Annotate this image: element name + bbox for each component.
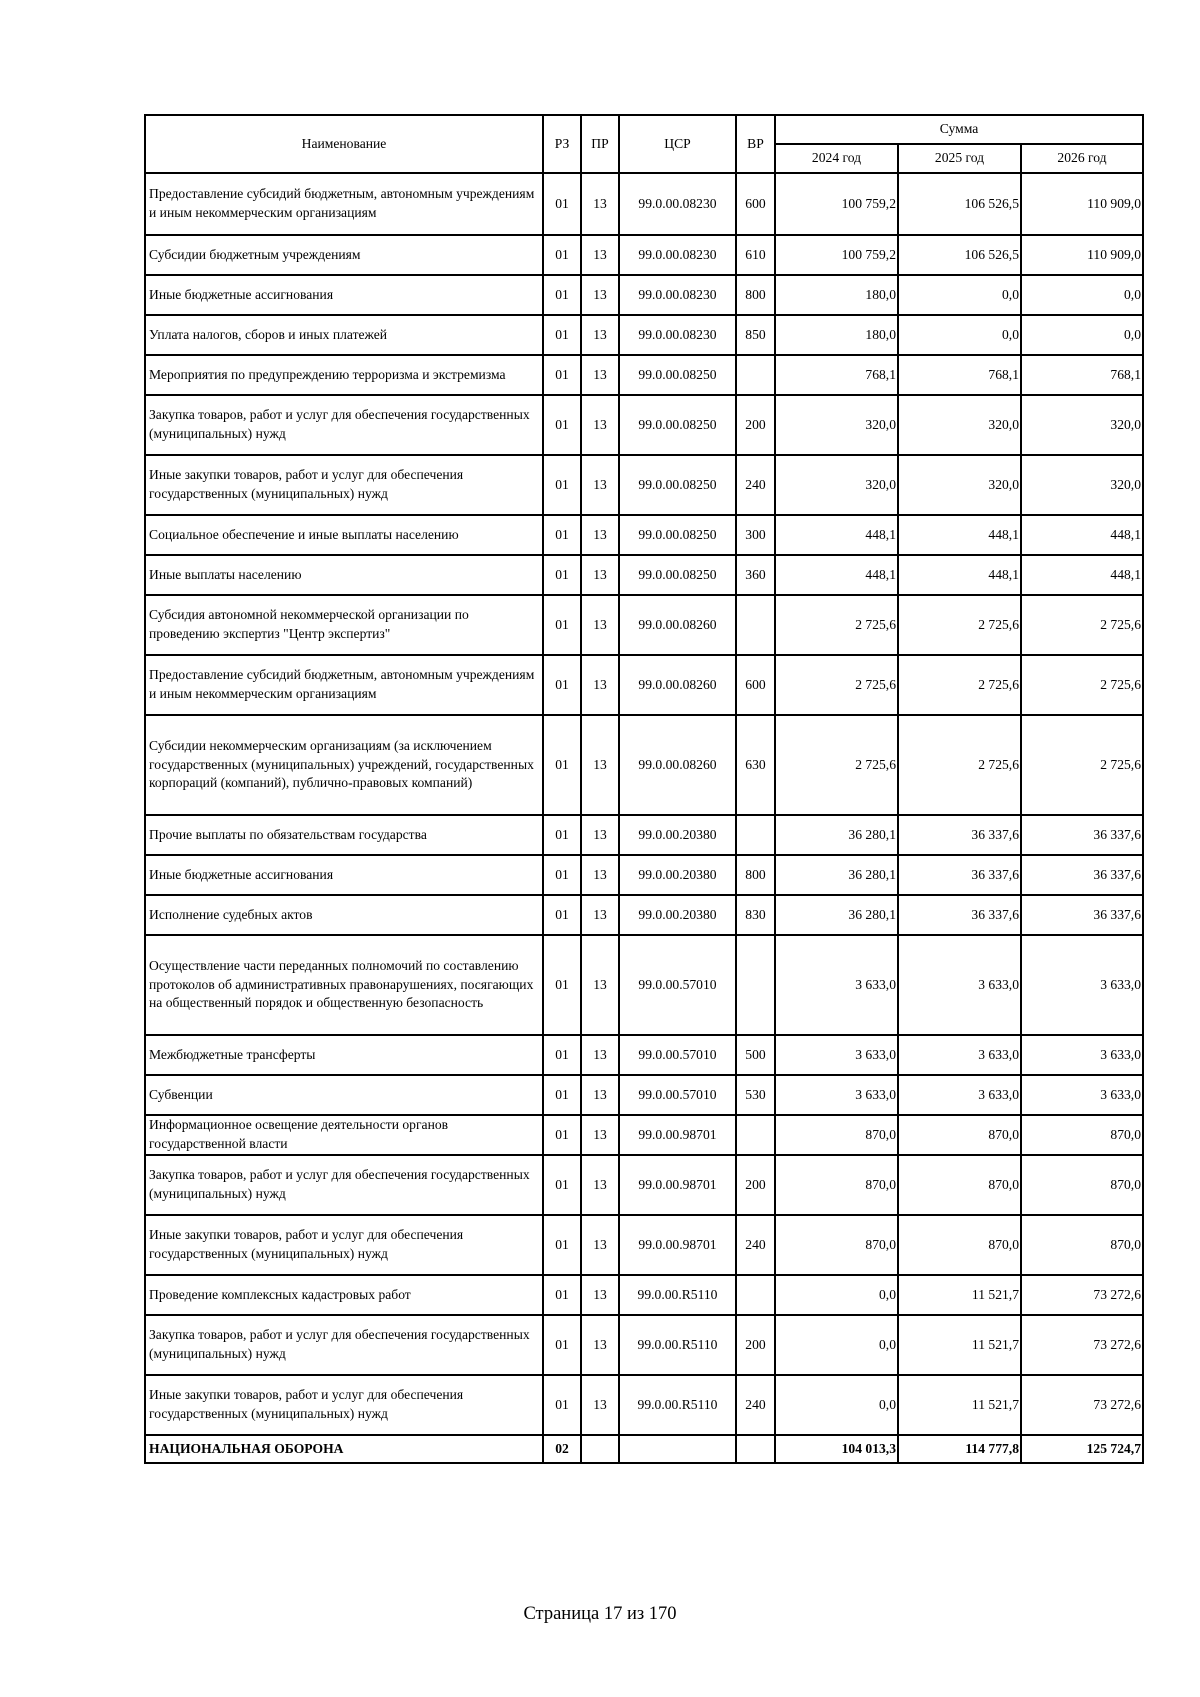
table-row [145, 655, 1143, 715]
cell-pr: 13 [581, 1275, 619, 1315]
cell-pr: 13 [581, 1215, 619, 1275]
cell-2024: 320,0 [775, 455, 898, 515]
cell-vr [736, 815, 775, 855]
cell-2026: 448,1 [1021, 515, 1143, 555]
cell-pr: 13 [581, 715, 619, 815]
cell-csr: 99.0.00.08230 [619, 235, 736, 275]
cell-2026: 36 337,6 [1021, 815, 1143, 855]
cell-name: Субсидии некоммерческим организациям (за исключением государственных (муниципальных) учреждений, государственных корпораций (компаний), публично-правовых компаний) [145, 715, 543, 815]
cell-rz: 01 [543, 275, 581, 315]
table-row [145, 555, 1143, 595]
total-cell-vr [736, 1435, 775, 1463]
cell-name: Субвенции [145, 1075, 543, 1115]
cell-name: Закупка товаров, работ и услуг для обеспечения государственных (муниципальных) нужд [145, 395, 543, 455]
cell-2024: 3 633,0 [775, 1075, 898, 1115]
cell-rz: 01 [543, 655, 581, 715]
table-row [145, 173, 1143, 235]
total-cell-2024: 104 013,3 [775, 1435, 898, 1463]
table-body [145, 173, 1143, 1463]
cell-2024: 870,0 [775, 1115, 898, 1155]
cell-2025: 320,0 [898, 455, 1021, 515]
table-row [145, 715, 1143, 815]
cell-2024: 2 725,6 [775, 715, 898, 815]
cell-vr [736, 355, 775, 395]
cell-csr: 99.0.00.57010 [619, 1035, 736, 1075]
cell-2026: 0,0 [1021, 275, 1143, 315]
cell-csr: 99.0.00.08260 [619, 595, 736, 655]
cell-rz: 01 [543, 1115, 581, 1155]
cell-pr: 13 [581, 1375, 619, 1435]
cell-rz: 01 [543, 815, 581, 855]
cell-2024: 100 759,2 [775, 173, 898, 235]
cell-2024: 0,0 [775, 1275, 898, 1315]
cell-vr: 830 [736, 895, 775, 935]
cell-2026: 3 633,0 [1021, 1035, 1143, 1075]
cell-name: Закупка товаров, работ и услуг для обеспечения государственных (муниципальных) нужд [145, 1315, 543, 1375]
total-cell-pr [581, 1435, 619, 1463]
header-sum: Сумма [775, 115, 1143, 144]
cell-2025: 11 521,7 [898, 1375, 1021, 1435]
cell-2025: 320,0 [898, 395, 1021, 455]
header-rz: РЗ [543, 115, 581, 173]
cell-pr: 13 [581, 235, 619, 275]
total-cell-name: НАЦИОНАЛЬНАЯ ОБОРОНА [145, 1435, 543, 1463]
cell-2025: 0,0 [898, 275, 1021, 315]
cell-csr: 99.0.00.R5110 [619, 1275, 736, 1315]
table-row [145, 895, 1143, 935]
total-cell-2026: 125 724,7 [1021, 1435, 1143, 1463]
cell-2024: 320,0 [775, 395, 898, 455]
cell-rz: 01 [543, 595, 581, 655]
header-2025: 2025 год [898, 144, 1021, 173]
table-row [145, 315, 1143, 355]
cell-2026: 320,0 [1021, 455, 1143, 515]
cell-2026: 3 633,0 [1021, 935, 1143, 1035]
cell-pr: 13 [581, 315, 619, 355]
cell-csr: 99.0.00.08250 [619, 355, 736, 395]
cell-csr: 99.0.00.20380 [619, 815, 736, 855]
table-row [145, 815, 1143, 855]
cell-2024: 0,0 [775, 1315, 898, 1375]
cell-rz: 01 [543, 173, 581, 235]
table-row [145, 1215, 1143, 1275]
cell-rz: 01 [543, 895, 581, 935]
cell-2026: 870,0 [1021, 1155, 1143, 1215]
cell-rz: 01 [543, 395, 581, 455]
cell-2024: 0,0 [775, 1375, 898, 1435]
cell-2025: 11 521,7 [898, 1275, 1021, 1315]
cell-2025: 11 521,7 [898, 1315, 1021, 1375]
table-row [145, 595, 1143, 655]
cell-csr: 99.0.00.08230 [619, 315, 736, 355]
cell-pr: 13 [581, 855, 619, 895]
cell-name: Иные выплаты населению [145, 555, 543, 595]
cell-2025: 0,0 [898, 315, 1021, 355]
cell-2024: 768,1 [775, 355, 898, 395]
cell-2024: 36 280,1 [775, 815, 898, 855]
cell-csr: 99.0.00.98701 [619, 1215, 736, 1275]
cell-vr [736, 935, 775, 1035]
cell-2026: 0,0 [1021, 315, 1143, 355]
table-row [145, 455, 1143, 515]
cell-rz: 01 [543, 235, 581, 275]
table-row [145, 855, 1143, 895]
table-row [145, 355, 1143, 395]
cell-2026: 110 909,0 [1021, 173, 1143, 235]
table-row [145, 235, 1143, 275]
header-2024: 2024 год [775, 144, 898, 173]
cell-csr: 99.0.00.08230 [619, 173, 736, 235]
cell-vr: 240 [736, 1215, 775, 1275]
cell-rz: 01 [543, 315, 581, 355]
cell-vr: 200 [736, 1315, 775, 1375]
cell-vr: 300 [736, 515, 775, 555]
total-cell-csr [619, 1435, 736, 1463]
cell-2025: 3 633,0 [898, 1075, 1021, 1115]
cell-2025: 870,0 [898, 1215, 1021, 1275]
cell-2025: 36 337,6 [898, 895, 1021, 935]
cell-vr: 600 [736, 173, 775, 235]
header-pr: ПР [581, 115, 619, 173]
cell-name: Предоставление субсидий бюджетным, автономным учреждениям и иным некоммерческим организациям [145, 655, 543, 715]
cell-2025: 870,0 [898, 1115, 1021, 1155]
table-row [145, 1375, 1143, 1435]
cell-2024: 3 633,0 [775, 935, 898, 1035]
total-cell-rz: 02 [543, 1435, 581, 1463]
cell-2026: 36 337,6 [1021, 855, 1143, 895]
cell-pr: 13 [581, 455, 619, 515]
cell-rz: 01 [543, 1075, 581, 1115]
cell-rz: 01 [543, 355, 581, 395]
cell-rz: 01 [543, 515, 581, 555]
cell-vr: 360 [736, 555, 775, 595]
cell-pr: 13 [581, 555, 619, 595]
header-2026: 2026 год [1021, 144, 1143, 173]
cell-2025: 106 526,5 [898, 235, 1021, 275]
cell-csr: 99.0.00.R5110 [619, 1375, 736, 1435]
table-row [145, 1035, 1143, 1075]
cell-name: Прочие выплаты по обязательствам государства [145, 815, 543, 855]
cell-csr: 99.0.00.08250 [619, 455, 736, 515]
table-row [145, 935, 1143, 1035]
cell-csr: 99.0.00.R5110 [619, 1315, 736, 1375]
cell-pr: 13 [581, 655, 619, 715]
cell-2026: 73 272,6 [1021, 1275, 1143, 1315]
header-vr: ВР [736, 115, 775, 173]
cell-csr: 99.0.00.20380 [619, 855, 736, 895]
cell-vr [736, 595, 775, 655]
cell-2025: 106 526,5 [898, 173, 1021, 235]
cell-name: Субсидия автономной некоммерческой организации по проведению экспертиз "Центр экспертиз" [145, 595, 543, 655]
cell-csr: 99.0.00.08260 [619, 715, 736, 815]
cell-2025: 448,1 [898, 555, 1021, 595]
cell-2024: 100 759,2 [775, 235, 898, 275]
cell-name: Иные закупки товаров, работ и услуг для обеспечения государственных (муниципальных) нужд [145, 1215, 543, 1275]
cell-name: Проведение комплексных кадастровых работ [145, 1275, 543, 1315]
cell-2026: 73 272,6 [1021, 1375, 1143, 1435]
cell-name: Межбюджетные трансферты [145, 1035, 543, 1075]
cell-2025: 2 725,6 [898, 715, 1021, 815]
cell-rz: 01 [543, 935, 581, 1035]
cell-vr: 630 [736, 715, 775, 815]
cell-csr: 99.0.00.20380 [619, 895, 736, 935]
cell-2025: 36 337,6 [898, 855, 1021, 895]
cell-2024: 180,0 [775, 275, 898, 315]
cell-rz: 01 [543, 1375, 581, 1435]
cell-csr: 99.0.00.08260 [619, 655, 736, 715]
cell-vr [736, 1115, 775, 1155]
cell-2025: 448,1 [898, 515, 1021, 555]
cell-vr: 850 [736, 315, 775, 355]
total-row [145, 1435, 1143, 1463]
cell-2024: 36 280,1 [775, 855, 898, 895]
header-name: Наименование [145, 115, 543, 173]
cell-2024: 2 725,6 [775, 595, 898, 655]
cell-vr: 500 [736, 1035, 775, 1075]
cell-pr: 13 [581, 275, 619, 315]
cell-name: Исполнение судебных актов [145, 895, 543, 935]
cell-2025: 2 725,6 [898, 655, 1021, 715]
cell-2025: 3 633,0 [898, 1035, 1021, 1075]
cell-pr: 13 [581, 935, 619, 1035]
cell-2024: 870,0 [775, 1155, 898, 1215]
cell-pr: 13 [581, 173, 619, 235]
cell-pr: 13 [581, 1115, 619, 1155]
table-row [145, 1075, 1143, 1115]
cell-rz: 01 [543, 1275, 581, 1315]
cell-2024: 180,0 [775, 315, 898, 355]
cell-2025: 870,0 [898, 1155, 1021, 1215]
cell-pr: 13 [581, 515, 619, 555]
table-row [145, 1275, 1143, 1315]
cell-2024: 448,1 [775, 515, 898, 555]
budget-table [144, 114, 1144, 1464]
table-row [145, 1155, 1143, 1215]
cell-2026: 768,1 [1021, 355, 1143, 395]
cell-rz: 01 [543, 455, 581, 515]
cell-2026: 448,1 [1021, 555, 1143, 595]
cell-2026: 2 725,6 [1021, 595, 1143, 655]
cell-2026: 3 633,0 [1021, 1075, 1143, 1115]
cell-2025: 36 337,6 [898, 815, 1021, 855]
cell-2024: 3 633,0 [775, 1035, 898, 1075]
cell-csr: 99.0.00.08230 [619, 275, 736, 315]
cell-pr: 13 [581, 1075, 619, 1115]
table-row [145, 275, 1143, 315]
cell-name: Закупка товаров, работ и услуг для обеспечения государственных (муниципальных) нужд [145, 1155, 543, 1215]
cell-vr: 240 [736, 1375, 775, 1435]
cell-pr: 13 [581, 815, 619, 855]
cell-rz: 01 [543, 1315, 581, 1375]
cell-rz: 01 [543, 555, 581, 595]
cell-name: Иные бюджетные ассигнования [145, 275, 543, 315]
cell-rz: 01 [543, 1155, 581, 1215]
table-row [145, 395, 1143, 455]
cell-name: Осуществление части переданных полномочий по составлению протоколов об административных правонарушениях, посягающих на общественный порядок и общественную безопасность [145, 935, 543, 1035]
cell-2026: 320,0 [1021, 395, 1143, 455]
cell-name: Уплата налогов, сборов и иных платежей [145, 315, 543, 355]
cell-csr: 99.0.00.57010 [619, 1075, 736, 1115]
cell-name: Субсидии бюджетным учреждениям [145, 235, 543, 275]
cell-2024: 870,0 [775, 1215, 898, 1275]
cell-name: Иные закупки товаров, работ и услуг для обеспечения государственных (муниципальных) нужд [145, 1375, 543, 1435]
cell-2025: 2 725,6 [898, 595, 1021, 655]
cell-name: Мероприятия по предупреждению терроризма и экстремизма [145, 355, 543, 395]
cell-2024: 2 725,6 [775, 655, 898, 715]
table-row [145, 515, 1143, 555]
cell-2026: 2 725,6 [1021, 655, 1143, 715]
cell-2026: 73 272,6 [1021, 1315, 1143, 1375]
cell-vr: 530 [736, 1075, 775, 1115]
cell-pr: 13 [581, 1035, 619, 1075]
cell-rz: 01 [543, 1035, 581, 1075]
table-row [145, 1315, 1143, 1375]
cell-2025: 768,1 [898, 355, 1021, 395]
total-cell-2025: 114 777,8 [898, 1435, 1021, 1463]
cell-csr: 99.0.00.98701 [619, 1115, 736, 1155]
cell-pr: 13 [581, 595, 619, 655]
cell-pr: 13 [581, 395, 619, 455]
cell-name: Информационное освещение деятельности органов государственной власти [145, 1115, 543, 1155]
cell-csr: 99.0.00.08250 [619, 555, 736, 595]
cell-vr: 610 [736, 235, 775, 275]
cell-name: Иные бюджетные ассигнования [145, 855, 543, 895]
cell-csr: 99.0.00.08250 [619, 395, 736, 455]
cell-vr: 200 [736, 395, 775, 455]
cell-name: Иные закупки товаров, работ и услуг для обеспечения государственных (муниципальных) нужд [145, 455, 543, 515]
cell-name: Предоставление субсидий бюджетным, автономным учреждениям и иным некоммерческим организациям [145, 173, 543, 235]
cell-pr: 13 [581, 1315, 619, 1375]
cell-2025: 3 633,0 [898, 935, 1021, 1035]
table-row [145, 1115, 1143, 1155]
header-csr: ЦСР [619, 115, 736, 173]
cell-2026: 2 725,6 [1021, 715, 1143, 815]
cell-csr: 99.0.00.08250 [619, 515, 736, 555]
cell-vr: 240 [736, 455, 775, 515]
cell-2026: 870,0 [1021, 1115, 1143, 1155]
cell-pr: 13 [581, 1155, 619, 1215]
cell-name: Социальное обеспечение и иные выплаты населению [145, 515, 543, 555]
cell-2026: 110 909,0 [1021, 235, 1143, 275]
cell-vr: 600 [736, 655, 775, 715]
cell-2024: 448,1 [775, 555, 898, 595]
page-number: Страница 17 из 170 [523, 1604, 677, 1624]
cell-2026: 36 337,6 [1021, 895, 1143, 935]
cell-pr: 13 [581, 355, 619, 395]
cell-2024: 36 280,1 [775, 895, 898, 935]
cell-rz: 01 [543, 1215, 581, 1275]
cell-pr: 13 [581, 895, 619, 935]
cell-vr: 800 [736, 855, 775, 895]
cell-csr: 99.0.00.57010 [619, 935, 736, 1035]
cell-rz: 01 [543, 715, 581, 815]
cell-csr: 99.0.00.98701 [619, 1155, 736, 1215]
cell-vr: 200 [736, 1155, 775, 1215]
cell-2026: 870,0 [1021, 1215, 1143, 1275]
cell-rz: 01 [543, 855, 581, 895]
cell-vr: 800 [736, 275, 775, 315]
cell-vr [736, 1275, 775, 1315]
